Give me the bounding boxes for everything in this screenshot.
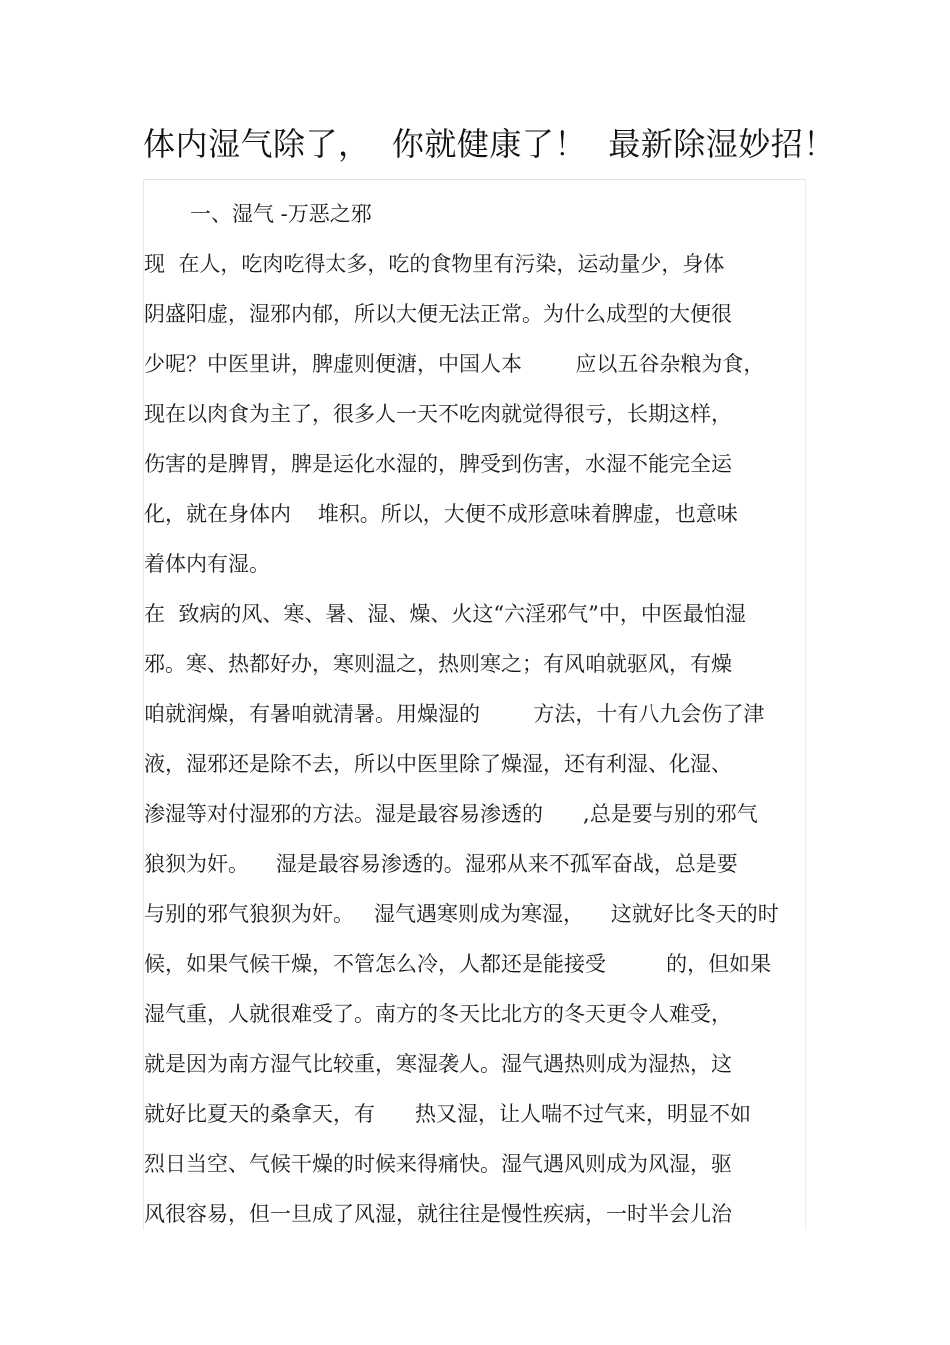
body-line: 邪。寒、热都好办，寒则温之，热则寒之；有风咱就驱风，有燥 [144,652,732,676]
body-line: 候，如果气候干燥，不管怎么冷，人都还是能接受 的，但如果 [144,952,772,976]
body-line: 液，湿邪还是除不去，所以中医里除了燥湿，还有利湿、化湿、 [144,752,732,776]
body-line: 湿气重，人就很难受了。南方的冬天比北方的冬天更令人难受， [144,1002,732,1026]
document-title: 体内湿气除了， 你就健康了！ 最新除湿妙招！ [143,125,836,163]
body-line: 少呢？中医里讲，脾虚则便溏，中国人本 应以五谷杂粮为食， [144,352,765,376]
body-line: 就是因为南方湿气比较重，寒湿袭人。湿气遇热则成为湿热，这 [144,1052,732,1076]
body-line: 咱就润燥，有暑咱就清暑。用燥湿的 方法，十有八九会伤了津 [144,702,765,726]
section-heading: 一、湿气 -万恶之邪 [190,202,372,226]
body-line: 就好比夏天的桑拿天，有 热又湿，让人喘不过气来，明显不如 [144,1102,752,1126]
body-line: 着体内有湿。 [144,552,270,576]
body-line: 狼狈为奸。 湿是最容易渗透的。湿邪从来不孤军奋战，总是要 [144,852,738,876]
body-line: 风很容易，但一旦成了风湿，就往往是慢性疾病，一时半会儿治 [144,1202,732,1226]
body-line: 现在以肉食为主了，很多人一天不吃肉就觉得很亏，长期这样， [144,402,732,426]
body-line: 与别的邪气狼狈为奸。 湿气遇寒则成为寒湿， 这就好比冬天的时 [144,902,779,926]
content-right-border [805,180,806,1230]
body-line: 在 致病的风、寒、暑、湿、燥、火这“六淫邪气”中，中医最怕湿 [144,602,746,626]
document-body [144,194,804,1244]
body-line: 阴盛阳虚，湿邪内郁，所以大便无法正常。为什么成型的大便很 [144,302,732,326]
body-line: 烈日当空、气候干燥的时候来得痛快。湿气遇风则成为风湿，驱 [144,1152,732,1176]
body-line: 化，就在身体内 堆积。所以，大便不成形意味着脾虚，也意味 [144,502,738,526]
body-line: 伤害的是脾胃，脾是运化水湿的，脾受到伤害，水湿不能完全运 [144,452,732,476]
content-top-border [143,179,806,180]
body-line: 渗湿等对付湿邪的方法。湿是最容易渗透的 ,总是要与别的邪气 [144,802,758,826]
body-line: 现 在人，吃肉吃得太多，吃的食物里有污染，运动量少，身体 [144,252,725,276]
